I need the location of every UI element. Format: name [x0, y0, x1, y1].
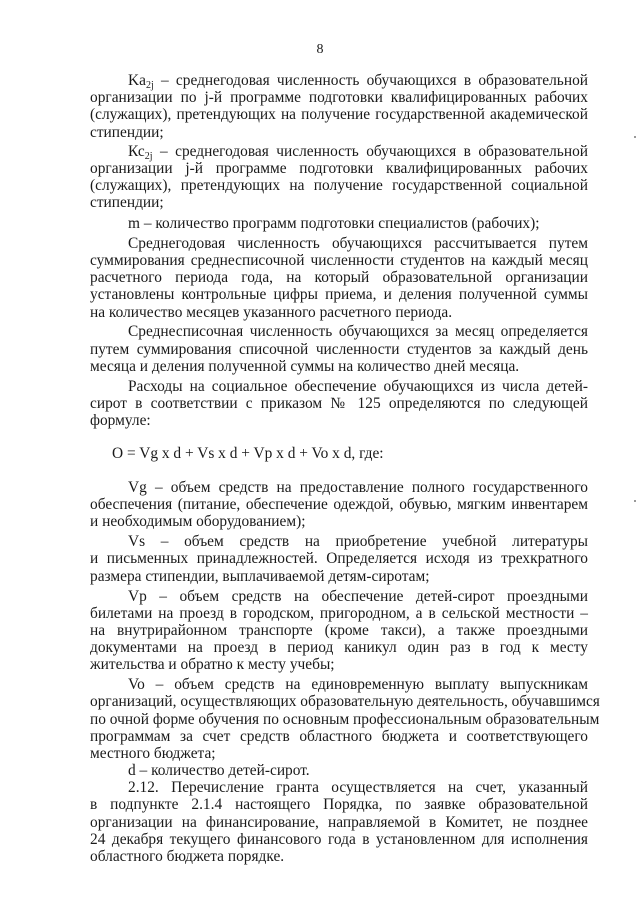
text-line: (служащих), претендующих на получение государственной социальной	[90, 176, 588, 194]
text-line: Среднесписочная численность обучающихся за месяц определяется	[128, 323, 588, 341]
scan-speck	[634, 500, 636, 502]
text-line: путем суммирования списочной численности студентов за каждый день	[90, 340, 588, 358]
text-line: обеспечения (питание, обеспечение одеждой, обувью, мягким инвентарем	[90, 496, 588, 514]
text-line: месяца и деления полученной суммы на количество дней месяца.	[90, 357, 520, 375]
text-line: местного бюджета;	[90, 744, 216, 762]
text-line: организации по j-й программе подготовки квалифицированных рабочих	[90, 89, 588, 107]
text-line: жительства и обратно к месту учебы;	[90, 656, 335, 674]
text-line: билетами на проезд в городском, пригородном, а в сельской местности –	[90, 604, 588, 622]
text-line: в подпункте 2.1.4 настоящего Порядка, по заявке образовательной	[90, 796, 588, 814]
text-line: Vp – объем средств на обеспечение детей-сирот проездными	[128, 587, 588, 605]
text-line: на количество месяцев указанного расчетного периода.	[90, 303, 453, 321]
text-line: документами на проезд в период каникул один раз в год к месту	[90, 639, 588, 657]
text-line: Расходы на социальное обеспечение обучающихся из числа детей-	[128, 377, 588, 395]
text-line: стипендии;	[90, 194, 164, 212]
text-line: 2.12. Перечисление гранта осуществляется на счет, указанный	[128, 779, 588, 797]
text-line: организации на финансирование, направляемой в Комитет, не позднее	[90, 813, 588, 831]
text-line: d – количество детей-сирот.	[128, 762, 310, 780]
text-line: формуле:	[90, 412, 151, 430]
text-line: расчетного периода года, на который образовательной организации	[90, 269, 588, 287]
text-line: суммирования среднесписочной численности студентов на каждый месяц	[90, 252, 588, 269]
text-line: сирот в соответствии с приказом № 125 определяются по следующей	[90, 394, 588, 412]
text-line: 24 декабря текущего финансового года в установленном для исполнения	[90, 830, 588, 848]
page-number: 8	[316, 42, 324, 57]
text-line: организации j-й программе подготовки квалифицированных рабочих	[90, 159, 588, 177]
text-line: по очной форме обучения по основным профессиональным образовательным	[90, 710, 600, 728]
text-line: $Кс_{2j}$ – среднегодовая численность обучающихся в образовательной	[128, 142, 588, 162]
text-line: организаций, осуществляющих образовательную деятельность, обучавшимся	[90, 693, 600, 711]
text-line: областного бюджета порядке.	[90, 848, 285, 865]
text-line: $Ka_{2j}$ – среднегодовая численность обучающихся в образовательной	[128, 72, 588, 91]
formula: O = Vg x d + Vs x d + Vp x d + Vo x d, где:	[112, 444, 384, 462]
text-line: Vg – объем средств на предоставление полного государственного	[128, 479, 588, 496]
text-line: и письменных принадлежностей. Определяется исходя из трехкратного	[90, 550, 588, 568]
text-line: (служащих), претендующих на получение государственной академической	[90, 106, 588, 124]
text-line: Vo – объем средств на единовременную выплату выпускникам	[128, 676, 588, 694]
text-line: программам за счет средств областного бюджета и соответствующего	[90, 727, 588, 745]
text-line: m – количество программ подготовки специалистов (рабочих);	[128, 214, 540, 232]
text-line: стипендии;	[90, 123, 164, 141]
text-line: установлены контрольные цифры приема, и деления полученной суммы	[90, 286, 588, 304]
text-line: и необходимым оборудованием);	[90, 513, 306, 531]
text-line: на внутрирайонном транспорте (кроме такси), а также проездными	[90, 621, 588, 639]
text-line: Среднегодовая численность обучающихся рассчитывается путем	[128, 234, 588, 252]
text-line: Vs – объем средств на приобретение учебной литературы	[128, 533, 588, 551]
text-line: размера стипендии, выплачиваемой детям-сиротам;	[90, 567, 430, 585]
scan-speck	[634, 136, 636, 138]
